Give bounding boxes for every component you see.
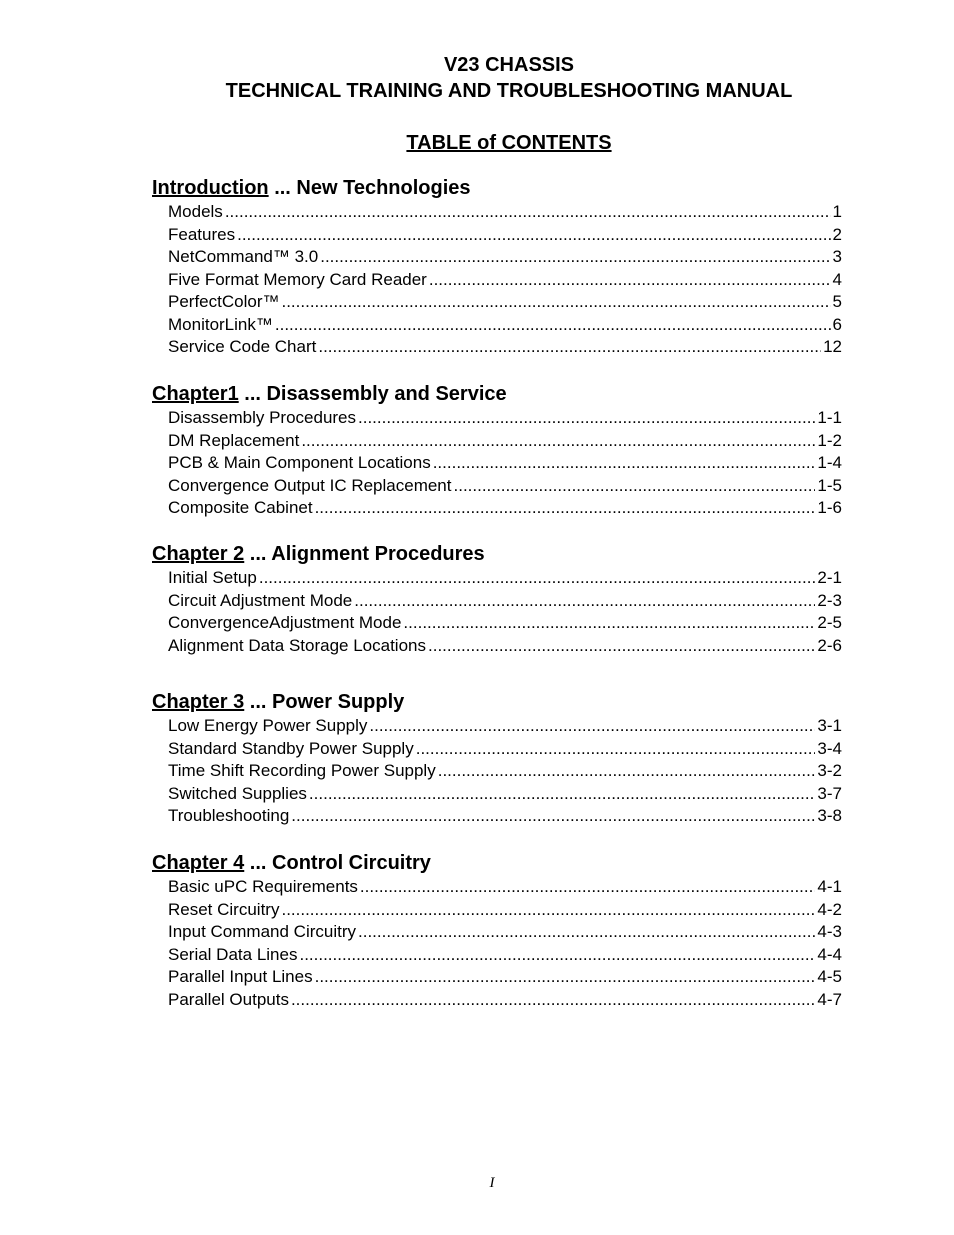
entry-page: 3-8 xyxy=(817,806,842,825)
entry-list xyxy=(152,715,842,828)
entry-page: 1-6 xyxy=(817,498,842,517)
toc-entry[interactable] xyxy=(152,635,842,658)
entry-label: NetCommand™ 3.0 xyxy=(168,247,319,266)
entry-label: PCB & Main Component Locations xyxy=(168,453,431,472)
section-title xyxy=(152,689,842,715)
entry-page: 3-7 xyxy=(817,783,842,803)
toc-entry[interactable] xyxy=(152,224,842,247)
toc-entry[interactable] xyxy=(152,567,842,590)
section-link[interactable]: Chapter 3 xyxy=(152,691,245,713)
dot-leader xyxy=(358,407,815,430)
entry-page: 1 xyxy=(832,202,842,221)
entry-page: 2-1 xyxy=(817,568,842,587)
entry-label: Reset Circuitry xyxy=(168,899,280,919)
toc-entry[interactable] xyxy=(152,336,842,359)
entry-page: 2-6 xyxy=(817,635,842,655)
toc-entry[interactable] xyxy=(152,269,842,292)
dot-leader xyxy=(225,201,831,224)
toc-entry[interactable] xyxy=(152,899,842,922)
dot-leader xyxy=(428,635,815,658)
dot-leader xyxy=(403,612,815,635)
entry-page: 4-5 xyxy=(817,967,842,986)
entry-page: 2-5 xyxy=(817,613,842,632)
entry-page: 6 xyxy=(832,314,842,334)
dot-leader xyxy=(301,430,815,453)
section-subtitle: ... Alignment Procedures xyxy=(244,543,485,565)
dot-leader xyxy=(291,805,815,828)
entry-page: 2 xyxy=(832,224,842,244)
entry-label: Time Shift Recording Power Supply xyxy=(168,761,436,780)
document-title-line1: V23 CHASSIS xyxy=(443,54,575,76)
toc-entry[interactable] xyxy=(152,475,842,498)
dot-leader xyxy=(291,989,815,1012)
section-link[interactable]: Chapter 4 xyxy=(152,852,245,874)
section-subtitle: ... New Technologies xyxy=(268,177,471,199)
entry-page: 1-4 xyxy=(817,453,842,472)
entry-list xyxy=(152,407,842,520)
toc-entry[interactable] xyxy=(152,989,842,1012)
entry-page: 3-4 xyxy=(817,738,842,758)
entry-label: Switched Supplies xyxy=(168,783,307,803)
entry-label: Serial Data Lines xyxy=(168,944,298,964)
toc-entry[interactable] xyxy=(152,944,842,967)
dot-leader xyxy=(315,497,816,520)
entry-label: Alignment Data Storage Locations xyxy=(168,635,426,655)
dot-leader xyxy=(259,567,816,590)
dot-leader xyxy=(454,475,816,498)
entry-page: 3-1 xyxy=(817,716,842,735)
dot-leader xyxy=(429,269,831,292)
entry-label: DM Replacement xyxy=(168,430,300,450)
entry-label: Five Format Memory Card Reader xyxy=(168,269,427,289)
dot-leader xyxy=(309,783,816,806)
entry-label: PerfectColor™ xyxy=(168,292,280,311)
entry-label: Composite Cabinet xyxy=(168,498,313,517)
section-link[interactable]: Introduction xyxy=(152,177,269,199)
entry-list xyxy=(152,567,842,657)
entry-label: Features xyxy=(168,224,236,244)
entry-label: Models xyxy=(168,202,223,221)
toc-entry[interactable] xyxy=(152,246,842,269)
section-title xyxy=(152,541,842,567)
section-subtitle: ... Control Circuitry xyxy=(244,852,431,874)
dot-leader xyxy=(433,452,816,475)
toc-entry[interactable] xyxy=(152,291,842,314)
entry-page: 3 xyxy=(832,247,842,266)
toc-entry[interactable] xyxy=(152,452,842,475)
toc-entry[interactable] xyxy=(152,201,842,224)
page-number: I xyxy=(489,1175,495,1191)
entry-page: 4-1 xyxy=(817,877,842,896)
toc-heading: TABLE of CONTENTS xyxy=(406,132,612,154)
section-link[interactable]: Chapter1 xyxy=(152,383,239,405)
toc-section-chapter1 xyxy=(152,381,842,520)
toc-section-chapter3 xyxy=(152,689,842,828)
dot-leader xyxy=(416,738,816,761)
entry-page: 4-4 xyxy=(817,944,842,964)
entry-label: Initial Setup xyxy=(168,568,257,587)
dot-leader xyxy=(369,715,815,738)
entry-page: 5 xyxy=(832,292,842,311)
toc-entry[interactable] xyxy=(152,314,842,337)
entry-page: 4-7 xyxy=(817,989,842,1009)
toc-entry[interactable] xyxy=(152,966,842,989)
entry-label: Parallel Input Lines xyxy=(168,967,313,986)
dot-leader xyxy=(360,876,816,899)
entry-page: 4 xyxy=(832,269,842,289)
dot-leader xyxy=(358,921,815,944)
dot-leader xyxy=(315,966,816,989)
section-title xyxy=(152,381,842,407)
entry-label: ConvergenceAdjustment Mode xyxy=(168,613,402,632)
entry-label: Circuit Adjustment Mode xyxy=(168,590,353,610)
entry-label: Service Code Chart xyxy=(168,337,317,356)
document-title-line2: TECHNICAL TRAINING AND TROUBLESHOOTING MANUAL xyxy=(225,80,793,102)
entry-label: Troubleshooting xyxy=(168,806,290,825)
entry-page: 4-2 xyxy=(817,899,842,919)
dot-leader xyxy=(281,291,830,314)
toc-entry[interactable] xyxy=(152,760,842,783)
section-title xyxy=(152,850,842,876)
dot-leader xyxy=(354,590,815,613)
entry-page: 4-3 xyxy=(817,922,842,941)
dot-leader xyxy=(281,899,815,922)
entry-label: Standard Standby Power Supply xyxy=(168,738,414,758)
toc-entry[interactable] xyxy=(152,612,842,635)
entry-label: MonitorLink™ xyxy=(168,314,273,334)
entry-page: 1-1 xyxy=(817,408,842,427)
dot-leader xyxy=(318,336,821,359)
dot-leader xyxy=(275,314,831,337)
entry-label: Input Command Circuitry xyxy=(168,922,357,941)
entry-label: Disassembly Procedures xyxy=(168,408,357,427)
dot-leader xyxy=(237,224,830,247)
toc-section-chapter2 xyxy=(152,541,842,657)
toc-entry[interactable] xyxy=(152,783,842,806)
dot-leader xyxy=(299,944,815,967)
entry-list xyxy=(152,201,842,359)
entry-label: Basic uPC Requirements xyxy=(168,877,358,896)
toc-entry[interactable] xyxy=(152,805,842,828)
toc-entry[interactable] xyxy=(152,407,842,430)
dot-leader xyxy=(320,246,830,269)
toc-entry[interactable] xyxy=(152,715,842,738)
toc-entry[interactable] xyxy=(152,590,842,613)
entry-page: 2-3 xyxy=(817,590,842,610)
toc-section-introduction xyxy=(152,175,842,359)
entry-label: Parallel Outputs xyxy=(168,989,289,1009)
toc-entry[interactable] xyxy=(152,921,842,944)
section-subtitle: ... Power Supply xyxy=(244,691,405,713)
entry-label: Low Energy Power Supply xyxy=(168,716,368,735)
toc-entry[interactable] xyxy=(152,497,842,520)
toc-entry[interactable] xyxy=(152,430,842,453)
entry-list xyxy=(152,876,842,1011)
entry-page: 1-5 xyxy=(817,475,842,495)
entry-page: 3-2 xyxy=(817,761,842,780)
toc-section-chapter4 xyxy=(152,850,842,1011)
dot-leader xyxy=(438,760,816,783)
entry-label: Convergence Output IC Replacement xyxy=(168,475,452,495)
entry-page: 12 xyxy=(823,337,842,356)
entry-page: 1-2 xyxy=(817,430,842,450)
toc-entry[interactable] xyxy=(152,876,842,899)
section-title xyxy=(152,175,842,201)
toc-entry[interactable] xyxy=(152,738,842,761)
section-subtitle: ... Disassembly and Service xyxy=(238,383,507,405)
section-link[interactable]: Chapter 2 xyxy=(152,543,245,565)
